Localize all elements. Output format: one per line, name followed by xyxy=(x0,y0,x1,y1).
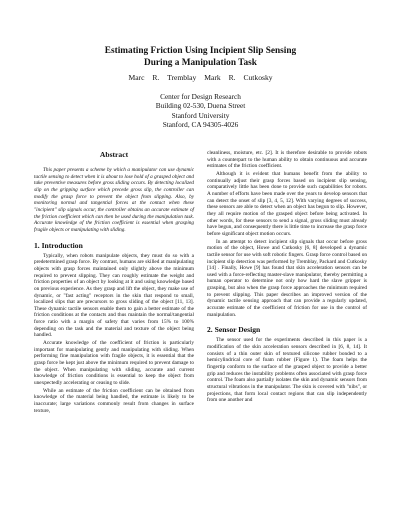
paragraph: Typically, when robots manipulate objects, they must do so with a predetermined grasp force. By contrast, humans are skilled at manipulating objects with grasp forces maintained only slightly above the minimum required to prevent slipping. They can roughly estimate the weight and friction properties of an object by looking at it and using knowledge based on previous experience. As they grasp and lift the object, they make use of dynamic, or "fast acting" receptors in the skin that respond to small, localized slips that are precursors to gross sliding of the object [11, 13]. These dynamic tactile sensors enable them to gain a better estimate of the friction conditions at the contacts and thus maintain the normal/tangential force ratio with a margin of safety that varies from 15% to 100% depending on the task and the material and texture of the object being handled. xyxy=(34,252,194,339)
abstract-heading: Abstract xyxy=(99,150,129,159)
affiliation-line: Building 02-530, Duena Street xyxy=(155,101,246,111)
sensor-design-heading: 2. Sensor Design xyxy=(207,325,261,335)
affiliation xyxy=(34,92,367,129)
abstract-text: This paper presents a scheme by which a manipulator can use dynamic tactile sensing to detect when it is about to lose hold of a grasped object and take preventive measures before gross sliding occurs. By detecting localized slip on the gripping surface which precede gross slip, the controller can modify the grasp force to prevent the object from slipping. Also, by monitoring normal and tangential forces at the contact when these "incipient" slip signals occur, the controller obtains an accurate estimate of the friction coefficient which can then be used during the manipulation task. Accurate knowledge of the friction coefficient is essential when grasping fragile objects or manipulating with sliding. xyxy=(34,167,194,233)
paper-title xyxy=(34,46,367,69)
right-column xyxy=(207,150,367,415)
title-line-2: During a Manipulation Task xyxy=(144,57,257,68)
affiliation-line: Center for Design Research xyxy=(160,92,241,101)
paragraph: In an attempt to detect incipient slip signals that occur before gross motion of the object, Howe and Cutkosky [6, 8] developed a dynamic tactile sensor for use with soft robotic fingers. Grasp force control based on incipient slip detection was performed by Tremblay, Packard and Cutkosky [14] . Finally, Howe [9] has found that skin acceleration sensors can be used with a force-reflecting master-slave manipulator, thereby permitting a human operator to determine not only how hard the slave gripper is grasping, but also when the grasp force approaches the minimum required to prevent slipping. This paper describes an improved version of the dynamic tactile sensing approach that can provide a regularly updated, accurate estimate of the coefficient of friction for use in the control of manipulation. xyxy=(207,238,367,318)
paragraph: Accurate knowledge of the coefficient of friction is particularly important for manipulating gently and manipulating with sliding. When performing fine manipulation with fragile objects, it is essential that the grasp force be kept just above the minimum required to prevent damage to the object. When manipulating with sliding, accurate and current knowledge of friction conditions is essential to keep the object from unexpectedly accelerating or ceasing to slide. xyxy=(34,340,194,387)
affiliation-line: Stanford, CA 94305-4026 xyxy=(162,119,239,129)
introduction-heading: 1. Introduction xyxy=(34,240,83,250)
affiliation-line: Stanford University xyxy=(171,110,230,120)
title-line-1: Estimating Friction Using Incipient Slip Sensing xyxy=(104,46,297,56)
paragraph: While an estimate of the friction coefficient can be obtained from knowledge of the material being handled, the estimate is likely to be inaccurate; large variations commonly result from changes in surface texture, xyxy=(34,387,194,414)
two-column-body xyxy=(34,150,367,415)
paragraph: Although it is evident that humans benefit from the ability to continually adjust their grasp forces based on incipient slip sensing, comparatively little has been done to provide such capabilities for robots. A number of efforts have been made over the years to develop sensors that can detect the onset of slip [3, 4, 5, 12]. With varying degrees of success, these sensors are able to detect when an object has begun to slip. However, they all require motion of the grasped object before being activated. In other words, for these sensors to send a signal, gross sliding must already have begun, and consequently there is little time to increase the grasp force before significant object motion occurs. xyxy=(207,170,367,237)
authors: Marc R. Tremblay Mark R. Cutkosky xyxy=(128,73,273,82)
paragraph: cleanliness, moisture, etc. [2]. It is therefore desirable to provide robots with a counterpart to the human ability to obtain continuous and accurate estimates of the friction coefficient. xyxy=(207,150,367,170)
left-column xyxy=(34,150,194,415)
paragraph: The sensor used for the experiments described in this paper is a modification of the skin acceleration sensors described in [6, 8, 14]. It consists of a thin outer skin of textured silicone rubber bonded to a hemicylindrical core of foam rubber (Figure 1). The foam helps the fingertip conform to the surface of the grasped object to provide a better grip and reduces the instability problems often associated with grasp force control. The foam also partially isolates the skin and dynamic sensors from structural vibrations in the manipulator. The skin is covered with "nibs", or projections, that form local contact regions that can slip independently from one another and xyxy=(207,337,367,404)
